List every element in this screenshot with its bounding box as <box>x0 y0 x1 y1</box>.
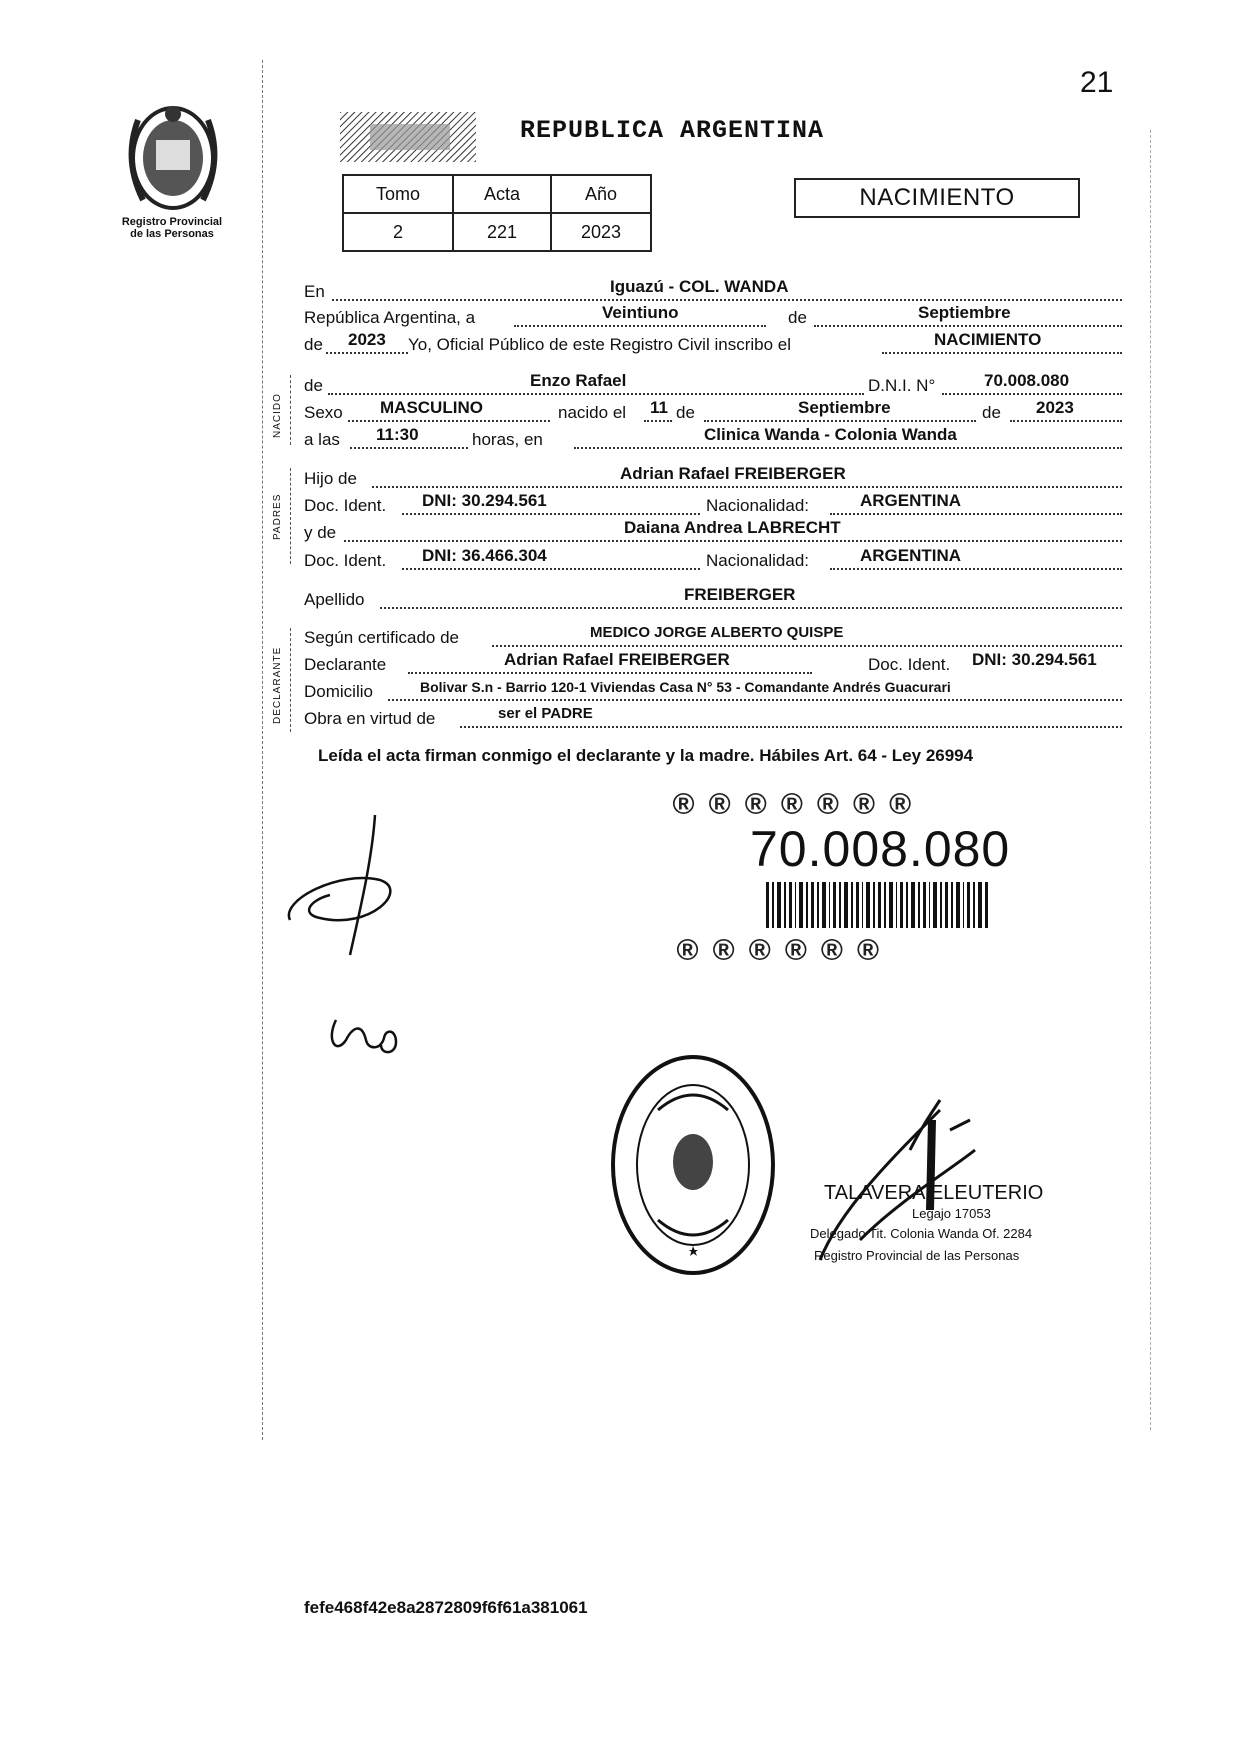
legal-text: Leída el acta firman conmigo el declarante y la madre. Hábiles Art. 64 - Ley 26994 <box>318 746 974 765</box>
child-name: Enzo Rafael <box>530 371 627 390</box>
official-name: TALAVERA ELEUTERIO <box>824 1182 1044 1204</box>
line-virtue <box>304 707 1124 731</box>
de-label-1: de <box>676 403 695 422</box>
dotted-rule <box>814 325 1122 327</box>
official-role: Delegado Tit. Colonia Wanda Of. 2284 <box>810 1226 1033 1241</box>
line-father-doc <box>304 491 1124 518</box>
place-label: En <box>304 282 325 301</box>
padres-section-label: PADRES <box>272 493 283 540</box>
birth-time: 11:30 <box>376 425 419 444</box>
son-of-label: Hijo de <box>304 469 357 488</box>
security-pattern-top: ®®®®®®® <box>672 788 925 821</box>
decl-name: Adrian Rafael FREIBERGER <box>504 650 730 669</box>
sex-label: Sexo <box>304 403 343 422</box>
dotted-rule <box>344 540 1122 542</box>
logo-caption-line1: Registro Provincial <box>121 216 223 228</box>
dom-label: Domicilio <box>304 682 373 701</box>
mother-name: Daiana Andrea LABRECHT <box>624 518 841 537</box>
id-stamp-number: 70.008.080 <box>750 821 1011 877</box>
line-time-place <box>304 425 1124 452</box>
dotted-rule <box>644 420 672 422</box>
inscribe-text: Yo, Oficial Público de este Registro Civil inscribo el <box>408 335 791 354</box>
dotted-rule <box>882 352 1122 354</box>
line-date <box>304 303 1124 330</box>
mother-nat-label: Nacionalidad: <box>706 551 810 570</box>
logo-caption <box>92 216 252 240</box>
dotted-rule <box>326 352 408 354</box>
dotted-rule <box>388 699 1122 701</box>
nacido-section-label: NACIDO <box>272 393 283 438</box>
inscribe-type: NACIMIENTO <box>934 330 1042 349</box>
dotted-rule <box>402 513 700 515</box>
line-surname <box>304 585 1124 612</box>
registry-seal-icon <box>608 1050 778 1280</box>
year-value: 2023 <box>348 330 386 349</box>
surname-value: FREIBERGER <box>684 585 796 604</box>
dotted-rule <box>328 393 864 395</box>
mother-nationality: ARGENTINA <box>860 546 962 565</box>
mother-signature-icon <box>326 1010 406 1060</box>
line-inscribe <box>304 330 1124 357</box>
virtue-value: ser el PADRE <box>498 705 593 722</box>
child-dni: 70.008.080 <box>984 371 1070 390</box>
domicile-value: Bolivar S.n - Barrio 120-1 Viviendas Casa N° 53 - Comandante Andrés Guacurari <box>420 679 951 695</box>
decl-doc-label: Doc. Ident. <box>868 655 951 674</box>
value-acta: 221 <box>453 213 551 251</box>
dotted-rule <box>372 486 1122 488</box>
month-value: Septiembre <box>918 303 1011 322</box>
sex-value: MASCULINO <box>380 398 483 417</box>
country-label: República Argentina, a <box>304 308 476 327</box>
year-prefix: de <box>304 335 323 354</box>
hatched-stamp-icon <box>340 112 476 162</box>
birth-month: Septiembre <box>798 398 891 417</box>
dotted-rule <box>514 325 766 327</box>
time-label: a las <box>304 430 340 449</box>
dotted-rule <box>380 607 1122 609</box>
birth-place: Clinica Wanda - Colonia Wanda <box>704 425 957 444</box>
dotted-rule <box>704 420 976 422</box>
dotted-rule <box>460 726 1122 728</box>
official-registry: Registro Provincial de las Personas <box>814 1248 1020 1263</box>
virtue-label: Obra en virtud de <box>304 709 436 728</box>
dotted-rule <box>830 513 1122 515</box>
hours-label: horas, en <box>472 430 543 449</box>
line-sex-birth <box>304 398 1124 425</box>
father-doc: DNI: 30.294.561 <box>422 491 547 510</box>
decl-doc: DNI: 30.294.561 <box>972 650 1097 669</box>
dotted-rule <box>574 447 1122 449</box>
value-ano: 2023 <box>551 213 651 251</box>
nacido-bar <box>290 375 291 445</box>
document-hash: fefe468f42e8a2872809f6f61a381061 <box>304 1598 588 1617</box>
place-value: Iguazú - COL. WANDA <box>610 277 789 296</box>
and-label: y de <box>304 523 337 542</box>
father-nationality: ARGENTINA <box>860 491 962 510</box>
provincial-coat-of-arms-icon <box>118 100 228 218</box>
padres-bar <box>290 468 291 564</box>
surname-label: Apellido <box>304 590 365 609</box>
dotted-rule <box>350 447 468 449</box>
mother-doc: DNI: 36.466.304 <box>422 546 547 565</box>
record-type-box: NACIMIENTO <box>794 178 1080 218</box>
father-name: Adrian Rafael FREIBERGER <box>620 464 846 483</box>
dotted-rule <box>1010 420 1122 422</box>
left-margin-rule <box>262 60 263 1440</box>
header-tomo: Tomo <box>343 175 453 213</box>
line-certificate <box>304 626 1124 650</box>
decl-label: Declarante <box>304 655 387 674</box>
declarante-bar <box>290 628 291 732</box>
line-father <box>304 464 1124 491</box>
dni-label: D.N.I. N° <box>868 376 936 395</box>
right-margin-rule <box>1150 130 1151 1430</box>
dotted-rule <box>408 672 812 674</box>
dotted-rule <box>942 393 1122 395</box>
dotted-rule <box>402 568 700 570</box>
line-mother-doc <box>304 546 1124 573</box>
de-label-2: de <box>982 403 1001 422</box>
page-number: 21 <box>1080 66 1114 99</box>
logo-caption-line2: de las Personas <box>130 228 214 240</box>
dotted-rule <box>830 568 1122 570</box>
mother-doc-label: Doc. Ident. <box>304 551 387 570</box>
born-label: nacido el <box>558 403 627 422</box>
registry-table <box>342 174 652 252</box>
line-mother <box>304 518 1124 545</box>
day-words: Veintiuno <box>602 303 679 322</box>
barcode-icon <box>766 882 988 928</box>
dotted-rule <box>492 645 1122 647</box>
header-ano: Año <box>551 175 651 213</box>
line-child-name <box>304 371 1124 398</box>
name-label: de <box>304 376 323 395</box>
line-declarant <box>304 650 1124 677</box>
registry-table-value-row <box>343 213 651 251</box>
value-tomo: 2 <box>343 213 453 251</box>
declarant-signature-icon <box>280 810 410 960</box>
cert-label: Según certificado de <box>304 628 459 647</box>
de-label: de <box>788 308 807 327</box>
country-title: REPUBLICA ARGENTINA <box>520 116 825 145</box>
cert-value: MEDICO JORGE ALBERTO QUISPE <box>590 624 844 641</box>
declarante-section-label: DECLARANTE <box>272 646 283 724</box>
line-domicile <box>304 680 1124 704</box>
official-legajo: Legajo 17053 <box>912 1206 991 1221</box>
registry-table-header-row <box>343 175 651 213</box>
dotted-rule <box>348 420 550 422</box>
birth-year: 2023 <box>1036 398 1074 417</box>
father-doc-label: Doc. Ident. <box>304 496 387 515</box>
birth-day: 11 <box>650 398 668 417</box>
security-pattern-bottom: ®®®®®® <box>676 934 893 967</box>
header-acta: Acta <box>453 175 551 213</box>
father-nat-label: Nacionalidad: <box>706 496 810 515</box>
